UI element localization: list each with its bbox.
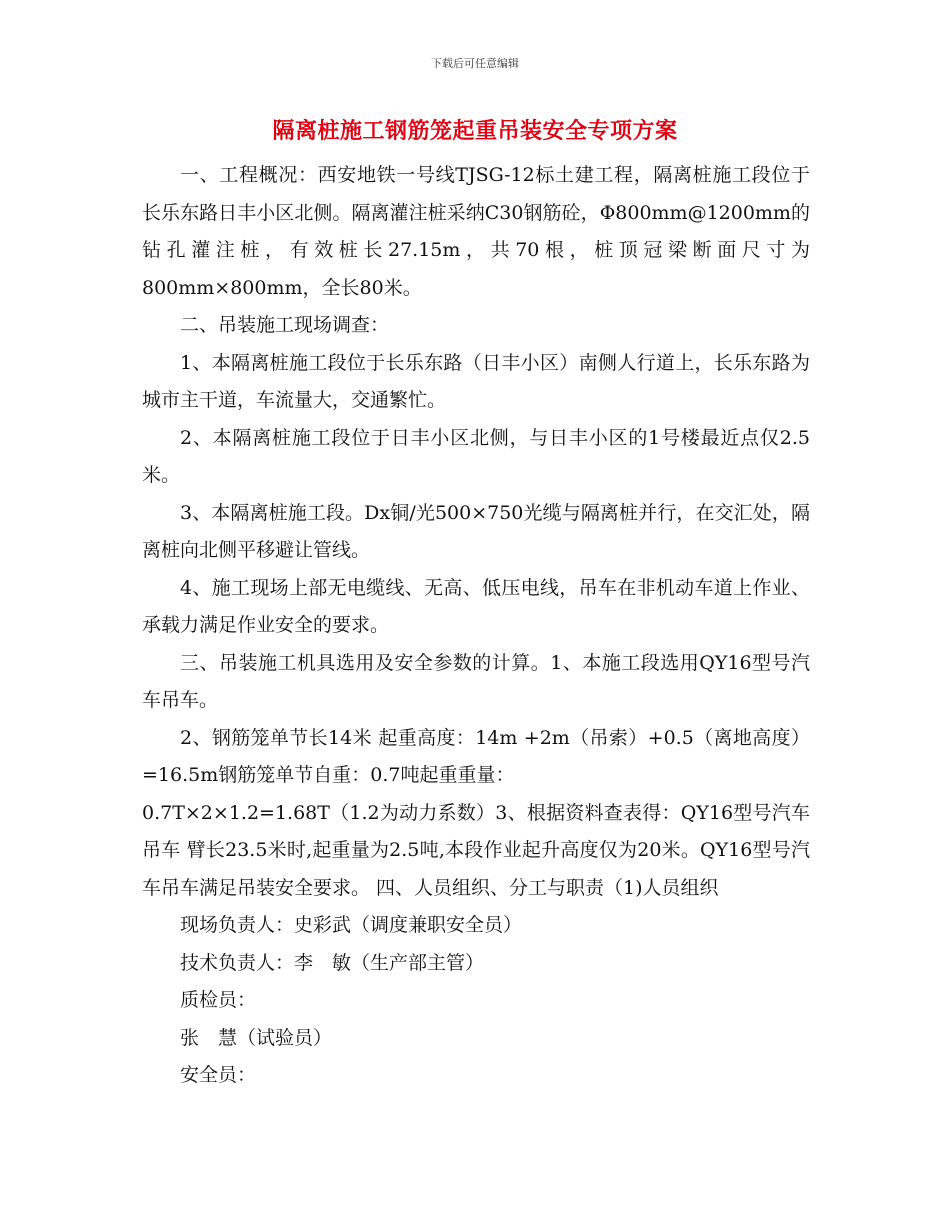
document-body (142, 157, 810, 1095)
paragraph-calculation-continuation: 0.7T×2×1.2=1.68T（1.2为动力系数）3、根据资料查表得：QY16型号汽车吊车 臂长23.5米时,起重量为2.5吨,本段作业起升高度仅为20米。QY16型号汽车吊车满足吊装安全要求。 四、人员组织、分工与职责（1)人员组织 (142, 801, 810, 899)
paragraph-site-survey-heading: 二、吊装施工现场调查： (180, 314, 390, 336)
paragraph-survey-item-2: 2、本隔离桩施工段位于日丰小区北侧，与日丰小区的1号楼最近点仅2.5米。 (142, 426, 810, 486)
paragraph-machinery-selection: 三、吊装施工机具选用及安全参数的计算。1、本施工段选用QY16型号汽车吊车。 (142, 651, 810, 711)
personnel-site-manager: 现场负责人：史彩武（调度兼职安全员） (180, 914, 523, 936)
paragraph-project-overview: 一、工程概况：西安地铁一号线TJSG-12标土建工程，隔离桩施工段位于长乐东路日丰小区北侧。隔离灌注桩采纳C30钢筋砼，Φ800mm@1200mm的钻孔灌注桩，有效桩长27.15m，共70根，桩顶冠梁断面尺寸为800mm×800mm，全长80米。 (142, 164, 810, 299)
paragraph-survey-item-3: 3、本隔离桩施工段。Dx铜/光500×750光缆与隔离桩并行，在交汇处，隔离桩向北侧平移避让管线。 (142, 501, 810, 561)
personnel-safety-officer-label: 安全员： (180, 1064, 257, 1086)
paragraph-survey-item-1: 1、本隔离桩施工段位于长乐东路（日丰小区）南侧人行道上，长乐东路为城市主干道，车流量大，交通繁忙。 (142, 351, 810, 411)
personnel-technical-lead: 技术负责人：李 敏（生产部主管） (180, 951, 485, 974)
document-title: 隔离桩施工钢筋笼起重吊装安全专项方案 (272, 119, 678, 144)
personnel-quality-inspector-label: 质检员： (180, 989, 257, 1011)
paragraph-survey-item-4: 4、施工现场上部无电缆线、无高、低压电线，吊车在非机动车道上作业、承载力满足作业安全的要求。 (142, 576, 810, 636)
header-note: 下载后可任意编辑 (431, 57, 519, 70)
personnel-quality-inspector-name: 张 慧（试验员） (180, 1026, 333, 1049)
paragraph-lifting-calculation: 2、钢筋笼单节长14米 起重高度：14m +2m（吊索）+0.5（离地高度）=16.5m钢筋笼单节自重：0.7吨起重重量： (142, 726, 810, 786)
